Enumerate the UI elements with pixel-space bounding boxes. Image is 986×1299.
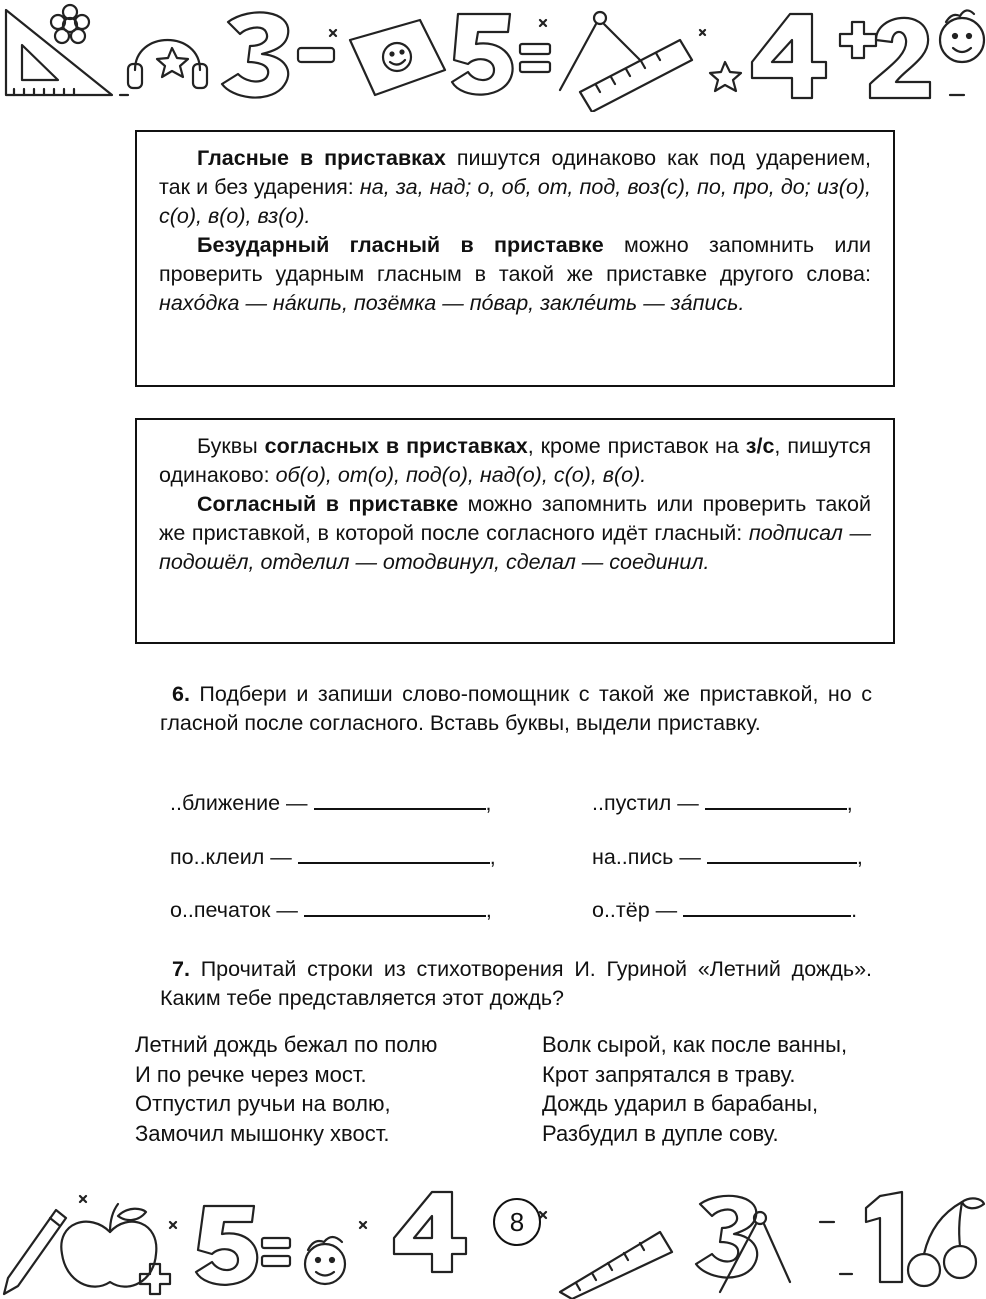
rule-term: з/с: [745, 434, 775, 458]
rule-term: Гласные в приставках: [197, 146, 446, 170]
headphones-icon: [128, 40, 207, 88]
task-text: Подбери и запиши слово-помощник с такой же приставкой, но с гласной после согласного. Вставь буквы, выдели приставку.: [160, 682, 872, 735]
rule-examples: нахóдка — нáкипь, позёмка — пóвар, заклéить — зáпись.: [159, 291, 745, 315]
exercise-item: по..клеил — ,: [170, 845, 496, 869]
rule-box-consonants: [135, 418, 895, 644]
rule-box-vowels: [135, 130, 895, 387]
rule-text: пишутся одинаково как под ударением, так и без ударения:: [159, 146, 871, 199]
task-6: [160, 680, 872, 738]
banknote-smiley-icon: [350, 20, 445, 95]
minus-icon: [298, 48, 334, 62]
plus-icon: [840, 22, 876, 58]
poem-stanza-left: [135, 1030, 437, 1148]
rule-paragraph: [159, 231, 871, 318]
number-3-icon: [696, 1196, 757, 1278]
task-number: 6.: [172, 682, 190, 706]
poem-line: Волк сырой, как после ванны,: [542, 1032, 848, 1057]
exercise-item: о..печаток — ,: [170, 898, 492, 922]
answer-blank[interactable]: [683, 897, 851, 917]
rule-paragraph: [159, 144, 871, 231]
poem-line: Разбудил в дупле сову.: [542, 1120, 779, 1146]
star-icon: [710, 62, 741, 91]
number-5-icon: [196, 1206, 257, 1285]
answer-blank[interactable]: [314, 790, 486, 810]
answer-blank[interactable]: [304, 897, 486, 917]
ruler-icon: [580, 40, 692, 112]
poem-line: Замочил мышонку хвост.: [135, 1120, 390, 1146]
rule-text: можно запомнить или проверить ударным гласным в такой же приставке другого слова:: [159, 233, 871, 286]
poem-line: Летний дождь бежал по полю: [135, 1032, 438, 1057]
exercise-row: [170, 844, 900, 874]
flower-icon: [51, 5, 89, 43]
rule-text: можно запомнить или проверить такой же приставкой, в которой после согласного идёт гласный:: [159, 492, 871, 545]
ruler-icon: [560, 1232, 672, 1299]
exercise-item: на..пись — ,: [592, 845, 863, 869]
rule-text: , пишутся одинаково:: [159, 434, 871, 487]
top-decorative-border: [0, 0, 986, 112]
compass-icon: [720, 1212, 790, 1292]
rule-term: Безударный гласный в приставке: [197, 233, 604, 257]
poem-line: Отпустил ручьи на волю,: [135, 1091, 391, 1116]
task-text: Прочитай строки из стихотворения И. Гуриной «Летний дождь». Каким тебе представляется этот дождь?: [160, 957, 872, 1010]
answer-blank[interactable]: [298, 844, 490, 864]
number-4-icon: [752, 14, 826, 98]
task-7: [160, 955, 872, 1013]
equals-icon: [520, 44, 550, 72]
number-5-icon: [452, 14, 513, 95]
equals-icon: [262, 1238, 290, 1266]
exercise-item: ..ближение — ,: [170, 791, 492, 815]
smiley-face-icon: [940, 10, 984, 62]
exercise-row: [170, 790, 900, 820]
exercise-item: ..пустил — ,: [592, 791, 853, 815]
poem-line: И по речке через мост.: [135, 1061, 367, 1087]
task-number: 7.: [172, 957, 190, 981]
answer-blank[interactable]: [707, 844, 857, 864]
exercise-row: [170, 897, 900, 927]
pencil-icon: [4, 1210, 66, 1294]
rule-examples: подписал — подошёл, отделил — отодвинул, сделал — соединил.: [159, 521, 871, 574]
cherries-icon: [908, 1198, 984, 1286]
page-number: 8: [493, 1198, 541, 1246]
rule-term: Согласный в приставке: [197, 492, 459, 516]
number-3-icon: [222, 12, 288, 97]
triangle-ruler-icon: [6, 10, 112, 95]
smiley-face-icon: [305, 1237, 345, 1284]
poem-line: Дождь ударил в барабаны,: [542, 1091, 819, 1116]
number-1-icon: [866, 1192, 902, 1282]
rule-paragraph: Буквы согласных в приставках, кроме приставок на з/с, пишутся одинаково: об(о), от(о), под(о), над(о), с(о), в(о).: [159, 434, 871, 487]
rule-examples: об(о), от(о), под(о), над(о), с(о), в(о).: [275, 463, 647, 487]
exercise-item: о..тёр — .: [592, 898, 858, 922]
rule-examples: на, за, над; о, об, от, под, воз(с), по, про, до; из(о), с(о), в(о), вз(о).: [159, 175, 872, 228]
answer-blank[interactable]: [705, 790, 847, 810]
compass-icon: [560, 12, 640, 90]
rule-term: согласных в приставках: [264, 434, 528, 458]
rule-paragraph: [159, 490, 871, 577]
number-2-icon: [870, 18, 930, 98]
bottom-decorative-border: [0, 1182, 986, 1299]
star-icon: [157, 48, 188, 77]
number-4-icon: [394, 1192, 466, 1272]
poem-stanza-right: [542, 1030, 847, 1148]
poem-line: Крот запрятался в траву.: [542, 1061, 796, 1087]
